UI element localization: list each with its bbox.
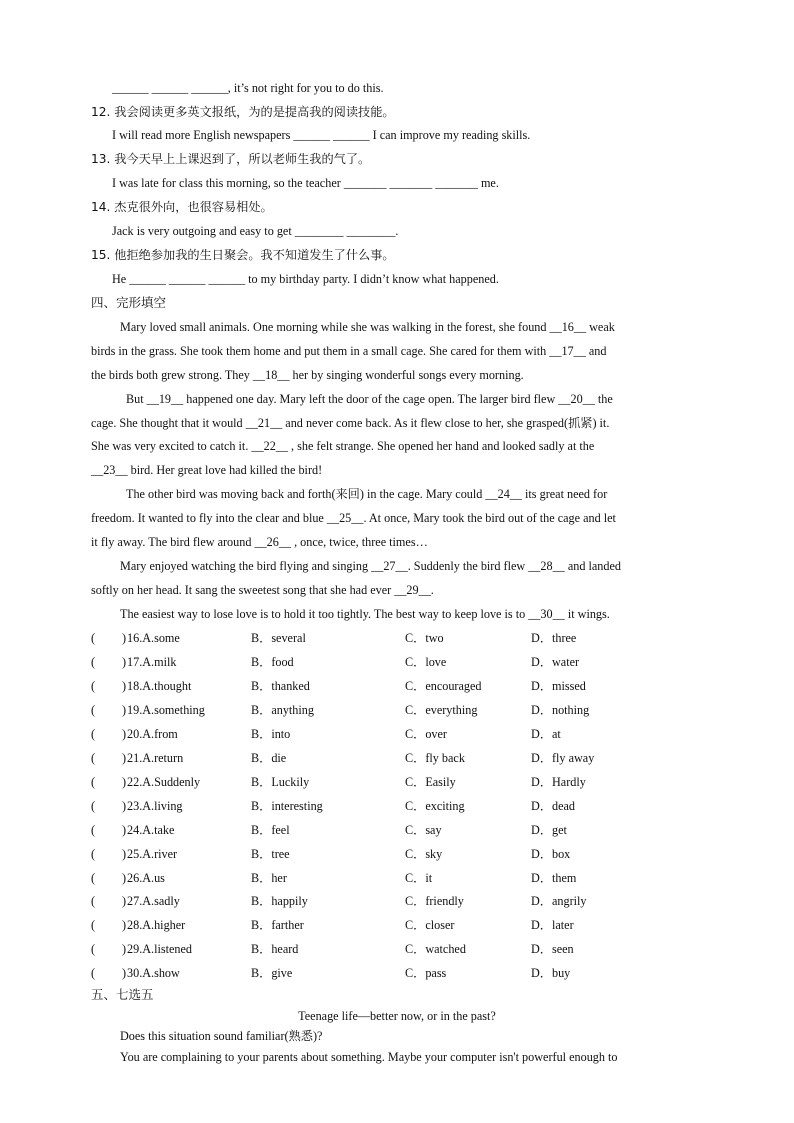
section-title-cloze: 四、完形填空 xyxy=(91,295,167,310)
option-d: D．dead xyxy=(531,799,575,813)
option-c: C．two xyxy=(405,631,444,645)
option-d: D．Hardly xyxy=(531,775,586,789)
option-b: B．interesting xyxy=(251,799,323,813)
option-close-paren: ) xyxy=(122,918,127,932)
option-d: D．buy xyxy=(531,966,571,980)
option-close-paren: ) xyxy=(122,966,127,980)
translation-12-chinese: 12. 我会阅读更多英文报纸，为的是提高我的阅读技能。 xyxy=(91,105,395,119)
translation-12-english: I will read more English newspapers ______ ______ I can improve my reading skills. xyxy=(112,128,531,142)
option-d: D．box xyxy=(531,847,571,861)
option-a: 30.A.show xyxy=(127,966,180,980)
option-a: 28.A.higher xyxy=(127,918,186,932)
option-b: B．anything xyxy=(251,703,314,717)
passage-line: Does this situation sound familiar(熟悉)? xyxy=(120,1029,323,1043)
translation-15-english: He ______ ______ ______ to my birthday party. I didn’t know what happened. xyxy=(112,272,499,286)
option-d: D．fly away xyxy=(531,751,595,765)
option-open-paren: ( xyxy=(91,727,96,741)
translation-11-english: ______ ______ ______, it’s not right for you to do this. xyxy=(112,81,384,95)
option-b: B．tree xyxy=(251,847,290,861)
option-a: 20.A.from xyxy=(127,727,178,741)
option-close-paren: ) xyxy=(122,679,127,693)
option-close-paren: ) xyxy=(122,942,127,956)
option-close-paren: ) xyxy=(122,894,127,908)
option-b: B．into xyxy=(251,727,291,741)
cloze-line: __23__ bird. Her great love had killed the bird! xyxy=(91,463,323,477)
option-d: D．them xyxy=(531,871,577,885)
option-close-paren: ) xyxy=(122,631,127,645)
option-open-paren: ( xyxy=(91,775,96,789)
option-close-paren: ) xyxy=(122,727,127,741)
option-close-paren: ) xyxy=(122,751,127,765)
option-open-paren: ( xyxy=(91,871,96,885)
translation-15-chinese: 15. 他拒绝参加我的生日聚会。我不知道发生了什么事。 xyxy=(91,248,395,262)
option-a: 18.A.thought xyxy=(127,679,192,693)
option-open-paren: ( xyxy=(91,847,96,861)
option-b: B．farther xyxy=(251,918,304,932)
option-d: D．nothing xyxy=(531,703,590,717)
option-b: B．Luckily xyxy=(251,775,310,789)
option-a: 21.A.return xyxy=(127,751,184,765)
option-open-paren: ( xyxy=(91,942,96,956)
translation-14-english: Jack is very outgoing and easy to get ________ ________. xyxy=(112,224,399,238)
cloze-line: the birds both grew strong. They __18__ her by singing wonderful songs every morning. xyxy=(91,368,524,382)
option-d: D．missed xyxy=(531,679,586,693)
cloze-line: it fly away. The bird flew around __26__ , once, twice, three times… xyxy=(91,535,428,549)
passage-title: Teenage life—better now, or in the past? xyxy=(298,1009,496,1023)
option-d: D．get xyxy=(531,823,567,837)
option-c: C．say xyxy=(405,823,442,837)
option-c: C．friendly xyxy=(405,894,464,908)
option-open-paren: ( xyxy=(91,751,96,765)
option-a: 26.A.us xyxy=(127,871,165,885)
option-a: 29.A.listened xyxy=(127,942,192,956)
option-a: 19.A.something xyxy=(127,703,205,717)
option-c: C．over xyxy=(405,727,447,741)
translation-13-chinese: 13. 我今天早上上课迟到了，所以老师生我的气了。 xyxy=(91,152,371,166)
cloze-line: Mary enjoyed watching the bird flying and singing __27__. Suddenly the bird flew __28__ and landed xyxy=(120,559,621,573)
option-close-paren: ) xyxy=(122,871,127,885)
option-b: B．die xyxy=(251,751,287,765)
passage-line: You are complaining to your parents about something. Maybe your computer isn't powerful enough to xyxy=(120,1050,618,1064)
option-b: B．thanked xyxy=(251,679,310,693)
option-close-paren: ) xyxy=(122,655,127,669)
option-open-paren: ( xyxy=(91,966,96,980)
option-open-paren: ( xyxy=(91,631,96,645)
option-open-paren: ( xyxy=(91,703,96,717)
option-a: 23.A.living xyxy=(127,799,183,813)
option-c: C．watched xyxy=(405,942,466,956)
option-open-paren: ( xyxy=(91,655,96,669)
option-close-paren: ) xyxy=(122,799,127,813)
option-close-paren: ) xyxy=(122,703,127,717)
option-c: C．encouraged xyxy=(405,679,482,693)
option-c: C．everything xyxy=(405,703,478,717)
option-a: 25.A.river xyxy=(127,847,178,861)
translation-13-english: I was late for class this morning, so the teacher _______ _______ _______ me. xyxy=(112,176,499,190)
cloze-line: Mary loved small animals. One morning while she was walking in the forest, she found __16__ weak xyxy=(120,320,615,334)
option-d: D．angrily xyxy=(531,894,587,908)
option-close-paren: ) xyxy=(122,847,127,861)
option-open-paren: ( xyxy=(91,823,96,837)
option-a: 24.A.take xyxy=(127,823,175,837)
option-d: D．at xyxy=(531,727,561,741)
option-c: C．sky xyxy=(405,847,443,861)
option-b: B．give xyxy=(251,966,293,980)
cloze-line: The other bird was moving back and forth(来回) in the cage. Mary could __24__ its great need for xyxy=(126,487,608,501)
cloze-line: softly on her head. It sang the sweetest song that she had ever __29__. xyxy=(91,583,434,597)
option-b: B．several xyxy=(251,631,306,645)
option-open-paren: ( xyxy=(91,799,96,813)
option-a: 22.A.Suddenly xyxy=(127,775,201,789)
option-b: B．happily xyxy=(251,894,308,908)
option-b: B．food xyxy=(251,655,294,669)
option-b: B．feel xyxy=(251,823,290,837)
option-c: C．it xyxy=(405,871,433,885)
cloze-line: freedom. It wanted to fly into the clear and blue __25__. At once, Mary took the bird out of the cage and let xyxy=(91,511,616,525)
option-close-paren: ) xyxy=(122,823,127,837)
option-d: D．three xyxy=(531,631,577,645)
option-c: C．closer xyxy=(405,918,455,932)
option-d: D．later xyxy=(531,918,574,932)
section-title-seven-choose-five: 五、七选五 xyxy=(91,987,154,1002)
cloze-line: She was very excited to catch it. __22__ , she felt strange. She opened her hand and looked sadly at the xyxy=(91,439,595,453)
cloze-line: But __19__ happened one day. Mary left the door of the cage open. The larger bird flew __20__ the xyxy=(126,392,613,406)
option-a: 17.A.milk xyxy=(127,655,177,669)
option-d: D．seen xyxy=(531,942,574,956)
option-a: 27.A.sadly xyxy=(127,894,180,908)
option-c: C．love xyxy=(405,655,447,669)
cloze-line: The easiest way to lose love is to hold it too tightly. The best way to keep love is to __30__ it wings. xyxy=(120,607,610,621)
option-close-paren: ) xyxy=(122,775,127,789)
option-d: D．water xyxy=(531,655,580,669)
cloze-line: birds in the grass. She took them home and put them in a small cage. She cared for them with __17__ and xyxy=(91,344,607,358)
option-a: 16.A.some xyxy=(127,631,180,645)
option-c: C．pass xyxy=(405,966,447,980)
option-open-paren: ( xyxy=(91,894,96,908)
cloze-line: cage. She thought that it would __21__ and never come back. As it flew close to her, she grasped(抓紧) it. xyxy=(91,416,610,430)
option-c: C．exciting xyxy=(405,799,465,813)
option-open-paren: ( xyxy=(91,679,96,693)
option-c: C．fly back xyxy=(405,751,465,765)
option-c: C．Easily xyxy=(405,775,456,789)
translation-14-chinese: 14. 杰克很外向，也很容易相处。 xyxy=(91,200,273,214)
option-open-paren: ( xyxy=(91,918,96,932)
option-b: B．heard xyxy=(251,942,299,956)
option-b: B．her xyxy=(251,871,287,885)
